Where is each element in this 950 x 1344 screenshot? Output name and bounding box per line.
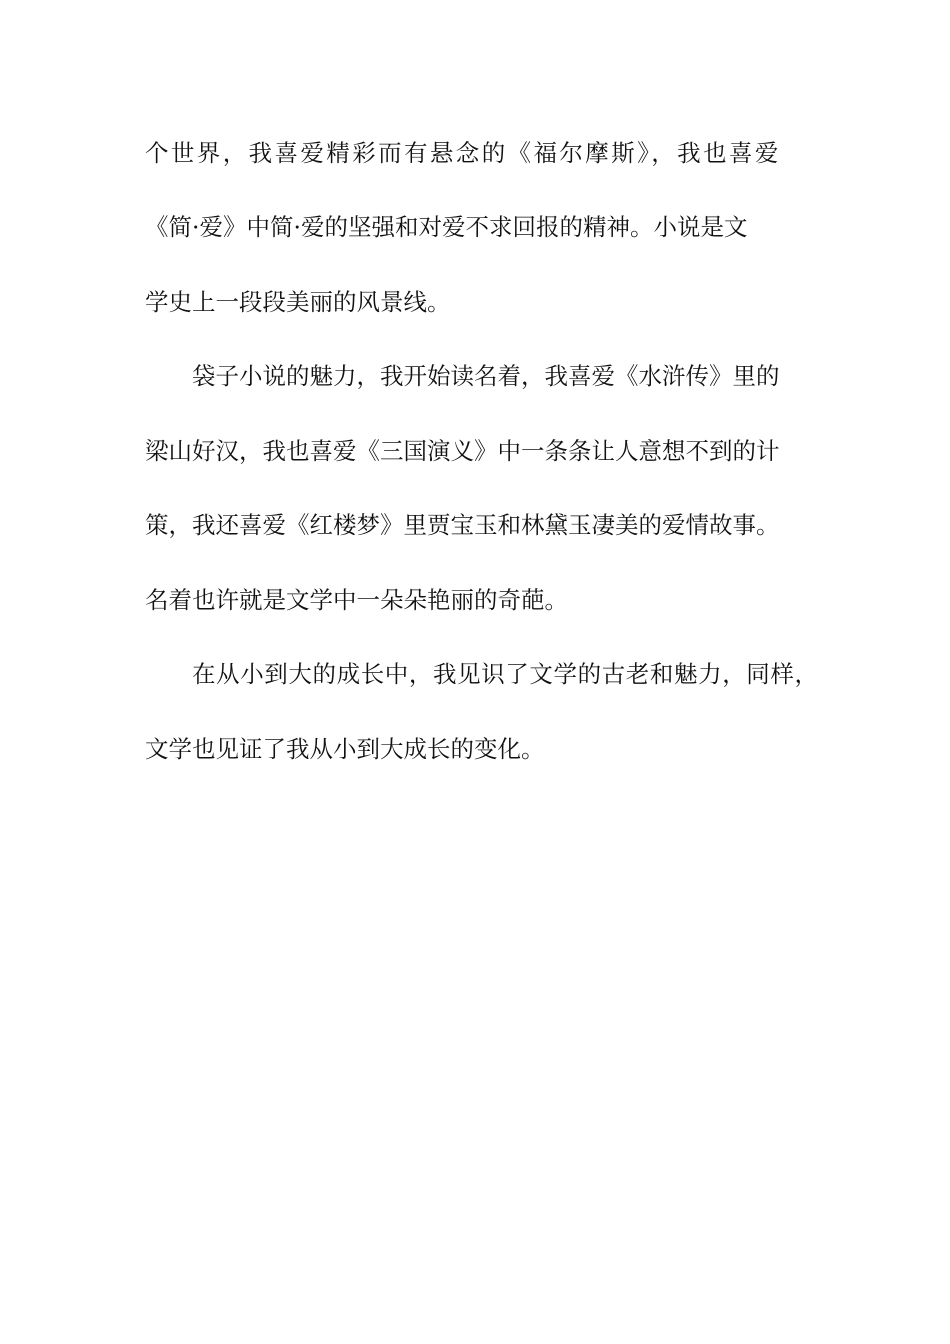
text-line: 名着也许就是文学中一朵朵艳丽的奇葩。 [145,586,568,614]
text-line: 梁山好汉，我也喜爱《三国演义》中一条条让人意想不到的计 [145,437,780,465]
text-line: 文学也见证了我从小到大成长的变化。 [145,735,545,763]
paragraph-first-line: 袋子小说的魅力，我开始读名着，我喜爱《水浒传》里的 [192,362,780,390]
text-line: 《简·爱》中简·爱的坚强和对爱不求回报的精神。小说是文 [145,213,748,241]
text-line: 个世界，我喜爱精彩而有悬念的《福尔摩斯》，我也喜爱 [145,139,781,167]
text-line: 策，我还喜爱《红楼梦》里贾宝玉和林黛玉凄美的爱情故事。 [145,511,780,539]
text-line: 学史上一段段美丽的风景线。 [145,288,451,316]
paragraph-first-line: 在从小到大的成长中，我见识了文学的古老和魅力，同样， [192,660,819,688]
